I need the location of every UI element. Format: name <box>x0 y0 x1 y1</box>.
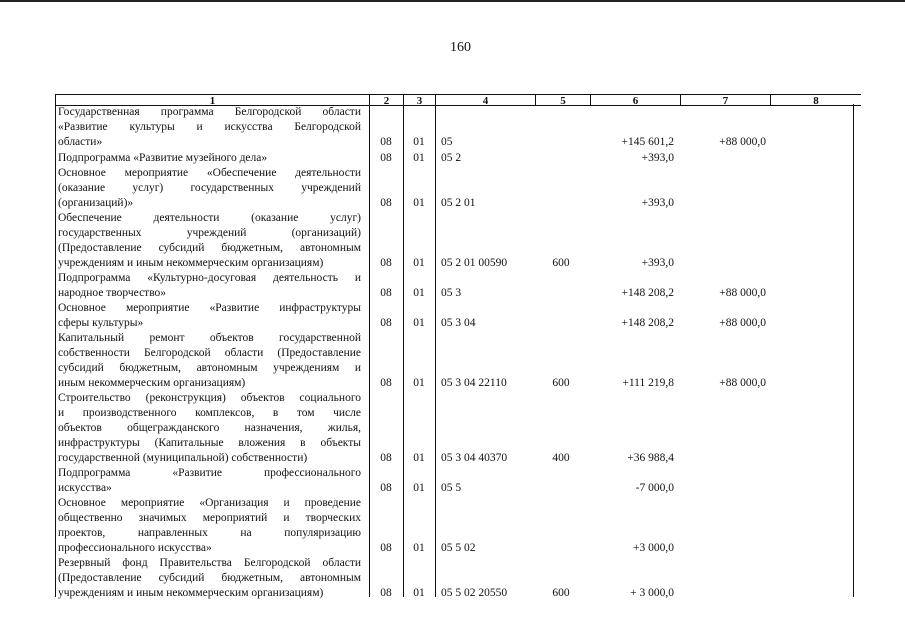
cell-amount-col6: +148 208,2 <box>621 287 674 299</box>
cell-subsection: 01 <box>413 136 425 148</box>
description-line: учреждениям и иным некоммерческим организациям) <box>58 587 324 599</box>
row-description <box>58 166 361 211</box>
description-line: субсидий бюджетным, автономным учреждениям и <box>58 362 361 374</box>
cell-subsection: 01 <box>413 317 425 329</box>
cell-section: 08 <box>380 587 392 599</box>
cell-target-article: 05 3 04 22110 <box>441 377 507 389</box>
row-description <box>58 466 361 496</box>
cell-section: 08 <box>380 452 392 464</box>
cell-target-article: 05 5 <box>441 482 462 494</box>
description-line: объектов общегражданского назначения, жилья, <box>58 422 361 434</box>
table-right-border <box>853 104 854 597</box>
header-col-3: 3 <box>416 95 423 107</box>
description-line: искусства» <box>58 482 112 494</box>
description-line: (организаций)» <box>58 197 134 209</box>
cell-amount-col6: +3 000,0 <box>633 542 674 554</box>
cell-subsection: 01 <box>413 152 425 164</box>
cell-subsection: 01 <box>413 542 425 554</box>
description-line: области» <box>58 136 103 148</box>
cell-section: 08 <box>380 542 392 554</box>
cell-subsection: 01 <box>413 377 425 389</box>
cell-target-article: 05 3 04 40370 <box>441 452 508 464</box>
cell-subsection: 01 <box>413 482 425 494</box>
cell-section: 08 <box>380 136 392 148</box>
cell-target-article: 05 2 01 00590 <box>441 257 508 269</box>
description-line: Основное мероприятие «Организация и проведение <box>58 497 361 509</box>
cell-section: 08 <box>380 317 392 329</box>
description-line: проектов, направленных на популяризацию <box>58 527 361 539</box>
cell-amount-col6: +145 601,2 <box>621 136 674 148</box>
cell-amount-col7: +88 000,0 <box>719 136 766 148</box>
cell-target-article: 05 <box>441 136 453 148</box>
description-line: и производственного комплексов, в том числе <box>58 407 361 419</box>
cell-target-article: 05 2 01 <box>441 197 476 209</box>
row-description <box>58 556 361 601</box>
description-line: народное творчество» <box>58 287 167 299</box>
description-line: учреждениям и иным некоммерческим организациям) <box>58 257 324 269</box>
cell-amount-col6: +36 988,4 <box>627 452 674 464</box>
description-line: инфраструктуры (Капитальные вложения в объекты <box>58 437 361 449</box>
header-col-6: 6 <box>632 95 639 107</box>
col-divider-2 <box>403 94 404 597</box>
description-line: Подпрограмма «Развитие профессионального <box>58 467 361 479</box>
row-description <box>58 331 361 391</box>
cell-target-article: 05 3 <box>441 287 462 299</box>
page-number: 160 <box>450 40 471 55</box>
description-line: профессионального искусства» <box>58 542 212 554</box>
cell-expense-type: 400 <box>552 452 570 464</box>
cell-subsection: 01 <box>413 452 425 464</box>
description-line: Резервный фонд Правительства Белгородской области <box>58 557 361 569</box>
description-line: «Развитие культуры и искусства Белгородской <box>58 121 361 133</box>
description-line: сферы культуры» <box>58 317 144 329</box>
description-line: Подпрограмма «Развитие музейного дела» <box>58 152 268 164</box>
scan-edge <box>0 0 905 2</box>
description-line: Подпрограмма «Культурно-досуговая деятельность и <box>58 272 361 284</box>
col-divider-3 <box>435 94 436 597</box>
description-line: Капитальный ремонт объектов государственной <box>58 332 361 344</box>
description-line: (Предоставление субсидий бюджетным, автономным <box>58 242 361 254</box>
header-col-1: 1 <box>209 95 216 107</box>
cell-amount-col7: +88 000,0 <box>719 287 766 299</box>
header-col-2: 2 <box>383 95 390 107</box>
cell-amount-col6: +148 208,2 <box>621 317 674 329</box>
description-line: государственной (муниципальной) собственности) <box>58 452 308 464</box>
row-description <box>58 271 361 301</box>
cell-subsection: 01 <box>413 257 425 269</box>
row-description <box>58 301 361 331</box>
cell-amount-col6: +393,0 <box>641 257 674 269</box>
cell-section: 08 <box>380 197 392 209</box>
cell-section: 08 <box>380 287 392 299</box>
table-left-border <box>55 94 56 597</box>
cell-amount-col6: +393,0 <box>641 197 674 209</box>
cell-amount-col7: +88 000,0 <box>719 317 766 329</box>
description-line: иным некоммерческим организациям) <box>58 377 246 389</box>
header-col-4: 4 <box>482 95 489 107</box>
cell-expense-type: 600 <box>552 377 570 389</box>
cell-amount-col6: -7 000,0 <box>635 482 674 494</box>
cell-section: 08 <box>380 152 392 164</box>
cell-subsection: 01 <box>413 287 425 299</box>
description-line: Основное мероприятие «Развитие инфраструктуры <box>58 302 361 314</box>
header-col-5: 5 <box>560 95 566 107</box>
col-divider-1 <box>369 94 370 597</box>
description-line: Государственная программа Белгородской области <box>58 106 361 118</box>
row-description <box>58 151 361 166</box>
cell-amount-col7: +88 000,0 <box>719 377 766 389</box>
cell-expense-type: 600 <box>552 257 570 269</box>
header-col-7: 7 <box>722 95 729 107</box>
description-line: (оказание услуг) государственных учреждений <box>58 182 361 194</box>
cell-subsection: 01 <box>413 587 425 599</box>
cell-target-article: 05 5 02 <box>441 542 476 554</box>
row-description <box>58 211 361 271</box>
description-line: собственности Белгородской области (Предоставление <box>58 347 361 359</box>
cell-amount-col6: + 3 000,0 <box>630 587 674 599</box>
cell-section: 08 <box>380 482 392 494</box>
cell-amount-col6: +111 219,8 <box>622 377 674 389</box>
cell-section: 08 <box>380 377 392 389</box>
header-col-8: 8 <box>813 95 819 107</box>
description-line: общественно значимых мероприятий и творческих <box>58 512 361 524</box>
cell-section: 08 <box>380 257 392 269</box>
description-line: Основное мероприятие «Обеспечение деятельности <box>58 167 361 179</box>
row-description <box>58 496 361 556</box>
cell-target-article: 05 2 <box>441 152 462 164</box>
cell-target-article: 05 5 02 20550 <box>441 587 508 599</box>
description-line: Строительство (реконструкция) объектов социального <box>58 392 361 404</box>
cell-expense-type: 600 <box>552 587 570 599</box>
cell-subsection: 01 <box>413 197 425 209</box>
row-description <box>58 391 361 466</box>
cell-target-article: 05 3 04 <box>441 317 476 329</box>
description-line: государственных учреждений (организаций) <box>58 227 361 239</box>
row-description <box>58 105 361 150</box>
description-line: Обеспечение деятельности (оказание услуг) <box>58 212 361 224</box>
cell-amount-col6: +393,0 <box>641 152 674 164</box>
description-line: (Предоставление субсидий бюджетным, автономным <box>58 572 361 584</box>
